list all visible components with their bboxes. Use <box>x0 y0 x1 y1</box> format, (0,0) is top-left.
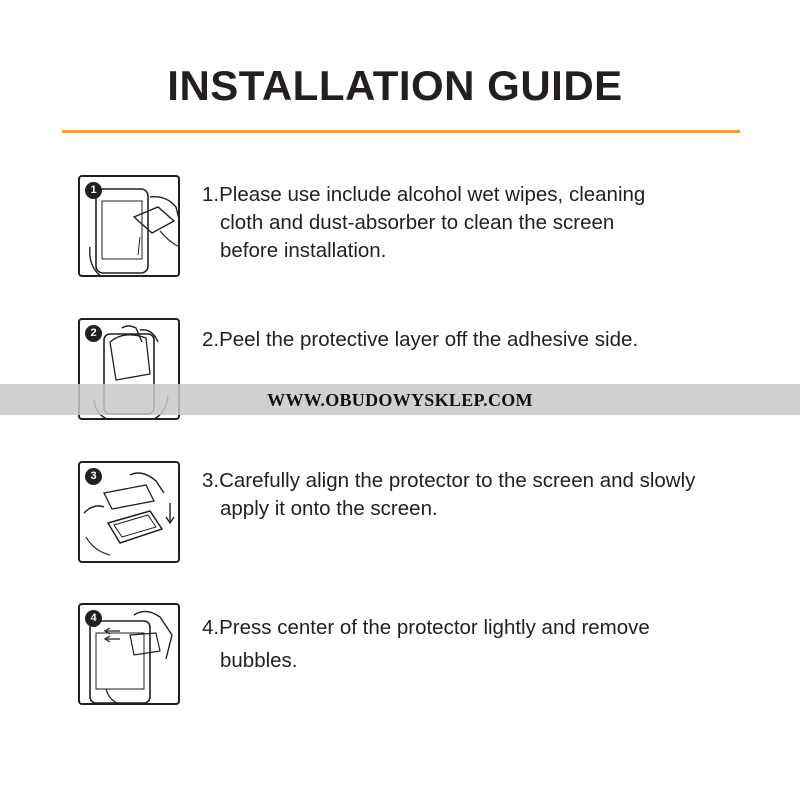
step-1-illustration <box>78 175 180 277</box>
step-2-text <box>202 326 742 354</box>
page-title: INSTALLATION GUIDE <box>167 62 623 109</box>
step-4-line-2: bubbles. <box>220 649 298 672</box>
title-divider <box>62 130 740 133</box>
step-3-badge: 3 <box>85 468 102 485</box>
step-2-line-1: 2.Peel the protective layer off the adhesive side. <box>202 328 639 351</box>
step-3-text <box>202 467 742 523</box>
step-1-line-3: before installation. <box>220 239 387 262</box>
step-2-badge: 2 <box>85 325 102 342</box>
step-4-text <box>202 611 742 677</box>
step-1-badge: 1 <box>85 182 102 199</box>
step-3-illustration <box>78 461 180 563</box>
watermark-band <box>0 384 800 415</box>
step-1-line-1: 1.Please use include alcohol wet wipes, cleaning <box>202 183 646 206</box>
step-1-text <box>202 181 742 265</box>
step-4-badge: 4 <box>85 610 102 627</box>
watermark-text: WWW.OBUDOWYSKLEP.COM <box>267 390 533 410</box>
step-4-illustration <box>78 603 180 705</box>
step-1-line-2: cloth and dust-absorber to clean the screen <box>220 211 615 234</box>
step-4-line-1: 4.Press center of the protector lightly and remove <box>202 616 650 639</box>
step-3-line-2: apply it onto the screen. <box>220 497 438 520</box>
step-3-line-1: 3.Carefully align the protector to the screen and slowly <box>202 469 696 492</box>
